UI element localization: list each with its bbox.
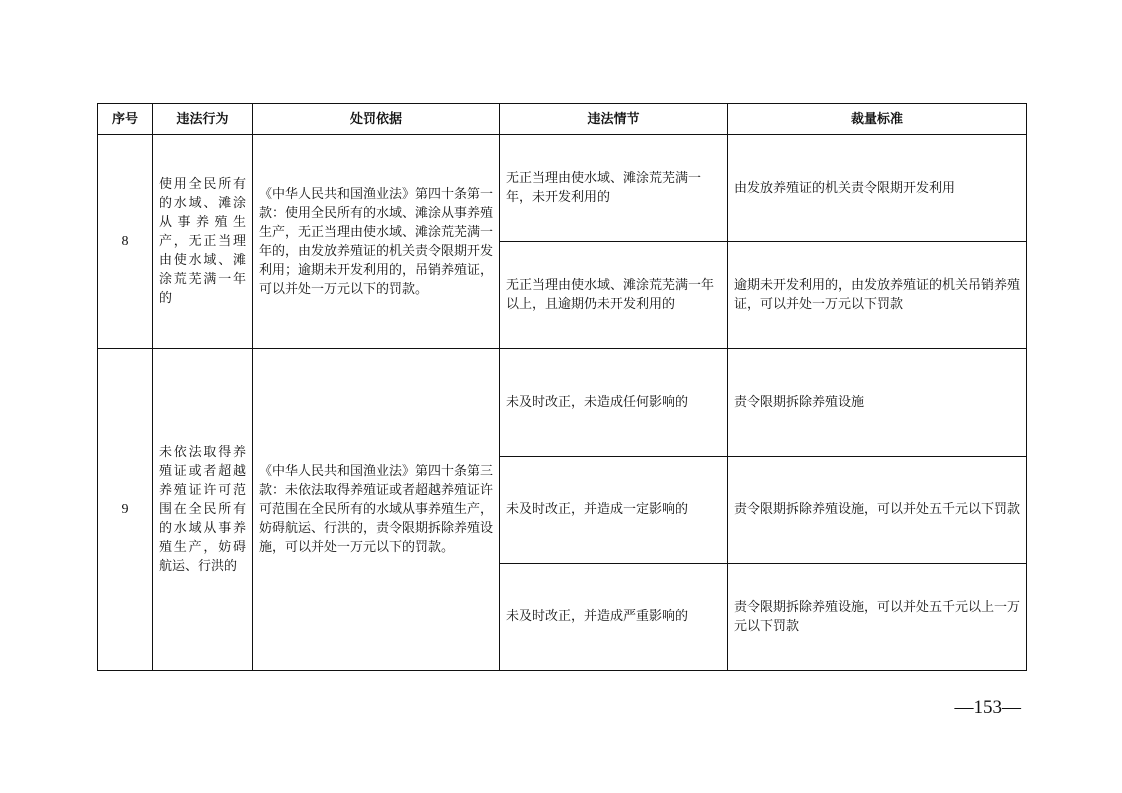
table-body bbox=[98, 135, 1027, 671]
table-row bbox=[98, 349, 1027, 456]
header-row bbox=[98, 104, 1027, 135]
row-circumstance: 无正当理由使水域、滩涂荒芜满一年以上，且逾期仍未开发利用的 bbox=[500, 242, 728, 349]
row-circumstance: 未及时改正，未造成任何影响的 bbox=[500, 349, 728, 456]
row-act: 未依法取得养殖证或者超越养殖证许可范围在全民所有的水域从事养殖生产，妨碍航运、行洪的 bbox=[153, 349, 253, 671]
row-standard: 责令限期拆除养殖设施，可以并处五千元以下罚款 bbox=[728, 456, 1027, 563]
row-standard: 责令限期拆除养殖设施 bbox=[728, 349, 1027, 456]
header-standard: 裁量标准 bbox=[728, 104, 1027, 135]
row-standard: 逾期未开发利用的，由发放养殖证的机关吊销养殖证，可以并处一万元以下罚款 bbox=[728, 242, 1027, 349]
row-seq: 9 bbox=[98, 349, 153, 671]
row-act: 使用全民所有的水域、滩涂从事养殖生产，无正当理由使水域、滩涂荒芜满一年的 bbox=[153, 135, 253, 349]
row-standard: 责令限期拆除养殖设施，可以并处五千元以上一万元以下罚款 bbox=[728, 563, 1027, 670]
table-header bbox=[98, 104, 1027, 135]
row-circumstance: 未及时改正，并造成严重影响的 bbox=[500, 563, 728, 670]
header-circumstance: 违法情节 bbox=[500, 104, 728, 135]
row-seq: 8 bbox=[98, 135, 153, 349]
header-act: 违法行为 bbox=[153, 104, 253, 135]
row-basis: 《中华人民共和国渔业法》第四十条第一款：使用全民所有的水域、滩涂从事养殖生产，无正当理由使水域、滩涂荒芜满一年的，由发放养殖证的机关责令限期开发利用；逾期未开发利用的，吊销养殖证，可以并处一万元以下的罚款。 bbox=[253, 135, 500, 349]
page-number: —153— bbox=[954, 697, 1021, 718]
row-basis: 《中华人民共和国渔业法》第四十条第三款：未依法取得养殖证或者超越养殖证许可范围在全民所有的水域从事养殖生产，妨碍航运、行洪的，责令限期拆除养殖设施，可以并处一万元以下的罚款。 bbox=[253, 349, 500, 671]
row-circumstance: 无正当理由使水域、滩涂荒芜满一年，未开发利用的 bbox=[500, 135, 728, 242]
row-circumstance: 未及时改正，并造成一定影响的 bbox=[500, 456, 728, 563]
header-basis: 处罚依据 bbox=[253, 104, 500, 135]
row-standard: 由发放养殖证的机关责令限期开发利用 bbox=[728, 135, 1027, 242]
table-row bbox=[98, 135, 1027, 242]
penalty-discretion-table bbox=[97, 103, 1027, 671]
header-seq: 序号 bbox=[98, 104, 153, 135]
